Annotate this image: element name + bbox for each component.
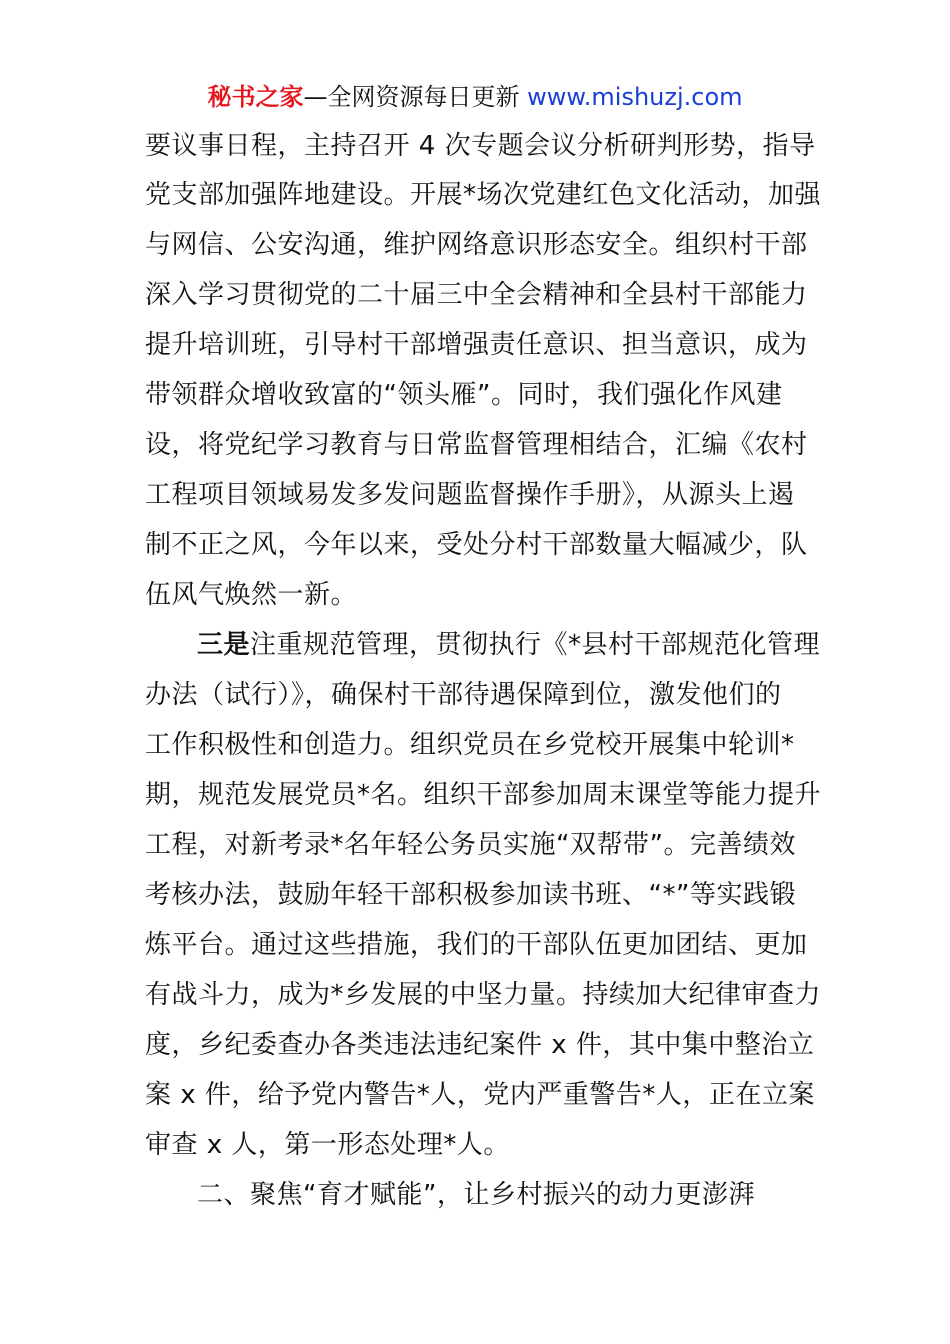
text-line: 案 x 件，给予党内警告*人，党内严重警告*人，正在立案 bbox=[145, 1080, 815, 1110]
text-line: 有战斗力，成为*乡发展的中坚力量。持续加大纪律审查力 bbox=[145, 980, 822, 1010]
text-line: 党支部加强阵地建设。开展*场次党建红色文化活动，加强 bbox=[145, 180, 822, 210]
text-line: 制不正之风，今年以来，受处分村干部数量大幅减少，队 bbox=[145, 530, 808, 560]
section-heading: 二、聚焦“育才赋能”，让乡村振兴的动力更澎湃 bbox=[197, 1180, 755, 1210]
paragraph-first-rest: 注重规范管理，贯彻执行《*县村干部规范化管理 bbox=[250, 630, 821, 660]
text-line: 工作积极性和创造力。组织党员在乡党校开展集中轮训* bbox=[145, 730, 795, 760]
site-url-link[interactable]: www.mishuzj.com bbox=[527, 83, 743, 111]
text-line: 带领群众增收致富的“领头雁”。同时，我们强化作风建 bbox=[145, 380, 783, 410]
paragraph-first-line bbox=[197, 627, 820, 663]
text-line: 办法（试行）》，确保村干部待遇保障到位，激发他们的 bbox=[145, 680, 782, 710]
text-line: 工程，对新考录*名年轻公务员实施“双帮带”。完善绩效 bbox=[145, 830, 796, 860]
text-line: 审查 x 人，第一形态处理*人。 bbox=[145, 1130, 510, 1160]
text-line: 深入学习贯彻党的二十届三中全会精神和全县村干部能力 bbox=[145, 280, 808, 310]
text-line: 考核办法，鼓励年轻干部积极参加读书班、“*”等实践锻 bbox=[145, 880, 796, 910]
site-brand: 秘书之家 bbox=[207, 83, 304, 111]
text-line: 要议事日程，主持召开 4 次专题会议分析研判形势，指导 bbox=[145, 131, 816, 161]
site-header bbox=[0, 80, 950, 114]
text-line: 炼平台。通过这些措施，我们的干部队伍更加团结、更加 bbox=[145, 930, 808, 960]
text-line: 度，乡纪委查办各类违法违纪案件 x 件，其中集中整治立 bbox=[145, 1030, 815, 1060]
text-line: 提升培训班，引导村干部增强责任意识、担当意识，成为 bbox=[145, 330, 808, 360]
paragraph-lead: 三是 bbox=[197, 630, 251, 660]
text-line: 设，将党纪学习教育与日常监督管理相结合，汇编《农村 bbox=[145, 430, 808, 460]
text-line: 工程项目领域易发多发问题监督操作手册》，从源头上遏 bbox=[145, 480, 795, 510]
text-line: 期，规范发展党员*名。组织干部参加周末课堂等能力提升 bbox=[145, 780, 822, 810]
text-line: 伍风气焕然一新。 bbox=[145, 580, 358, 610]
site-tagline: —全网资源每日更新 bbox=[303, 83, 528, 111]
text-line: 与网信、公安沟通，维护网络意识形态安全。组织村干部 bbox=[145, 230, 808, 260]
